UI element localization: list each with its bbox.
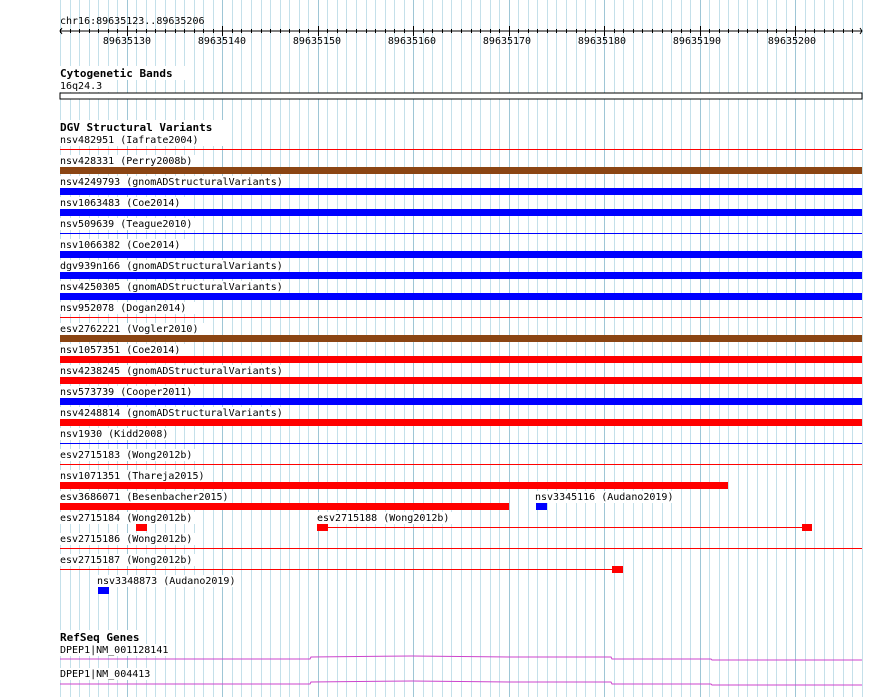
dgv-track-title: DGV Structural Variants xyxy=(60,121,213,134)
ruler-tick-label: 89635130 xyxy=(102,36,152,47)
ruler-tick-label: 89635160 xyxy=(387,36,437,47)
dgv-feature-label: nsv482951 (Iafrate2004) xyxy=(60,135,199,146)
dgv-feature-bar[interactable] xyxy=(136,524,147,531)
dgv-feature-block[interactable] xyxy=(802,524,812,531)
gene-feature[interactable] xyxy=(59,644,862,660)
dgv-feature-label: nsv1063483 (Coe2014) xyxy=(60,198,181,209)
cytoband-bar[interactable] xyxy=(60,93,862,99)
dgv-feature-bar[interactable] xyxy=(60,398,862,405)
dgv-feature[interactable] xyxy=(59,218,862,234)
dgv-feature[interactable] xyxy=(59,239,862,258)
dgv-feature-block[interactable] xyxy=(612,566,623,573)
ruler-tick-label: 89635180 xyxy=(577,36,627,47)
gene-feature[interactable] xyxy=(59,668,862,685)
ruler-tick-label: 89635140 xyxy=(197,36,247,47)
dgv-feature-label: nsv509639 (Teague2010) xyxy=(60,219,193,230)
dgv-feature-bar[interactable] xyxy=(60,209,862,216)
dgv-feature-bar[interactable] xyxy=(60,377,862,384)
dgv-feature[interactable] xyxy=(59,281,862,300)
dgv-feature[interactable] xyxy=(59,302,862,318)
dgv-feature[interactable] xyxy=(59,449,862,465)
dgv-feature-bar[interactable] xyxy=(60,251,862,258)
dgv-feature-bar[interactable] xyxy=(60,188,862,195)
dgv-feature-label: esv2715184 (Wong2012b) xyxy=(60,513,193,524)
dgv-feature-label: nsv4248814 (gnomADStructuralVariants) xyxy=(60,408,283,419)
gene-label: DPEP1|NM_004413 xyxy=(60,669,151,680)
dgv-feature[interactable] xyxy=(59,197,862,216)
gene-label: DPEP1|NM_001128141 xyxy=(60,645,169,656)
dgv-feature[interactable] xyxy=(59,428,862,444)
dgv-feature[interactable] xyxy=(59,344,862,363)
dgv-track[interactable] xyxy=(59,120,862,594)
dgv-feature[interactable] xyxy=(59,554,623,573)
dgv-feature[interactable] xyxy=(59,491,509,510)
dgv-feature-bar[interactable] xyxy=(60,503,509,510)
dgv-feature-label: nsv1930 (Kidd2008) xyxy=(60,429,169,440)
cytoband-label: 16q24.3 xyxy=(60,81,103,92)
dgv-feature-label: esv2715187 (Wong2012b) xyxy=(60,555,193,566)
dgv-feature[interactable] xyxy=(59,365,862,384)
dgv-feature-label: nsv573739 (Cooper2011) xyxy=(60,387,193,398)
dgv-feature-label: nsv4250305 (gnomADStructuralVariants) xyxy=(60,282,283,293)
dgv-feature-label: esv2762221 (Vogler2010) xyxy=(60,324,199,335)
dgv-feature[interactable] xyxy=(59,176,862,195)
dgv-feature-bar[interactable] xyxy=(60,335,862,342)
dgv-feature-label: nsv3345116 (Audano2019) xyxy=(535,492,674,503)
location-label: chr16:89635123..89635206 xyxy=(60,16,205,27)
ruler-tick-label: 89635150 xyxy=(292,36,342,47)
dgv-feature[interactable] xyxy=(59,470,728,489)
dgv-feature-label: nsv1057351 (Coe2014) xyxy=(60,345,181,356)
dgv-feature[interactable] xyxy=(59,155,862,174)
dgv-feature[interactable] xyxy=(59,134,862,150)
dgv-feature-label: nsv3348873 (Audano2019) xyxy=(97,576,236,587)
dgv-feature-label: nsv952078 (Dogan2014) xyxy=(60,303,187,314)
dgv-feature-label: esv3686071 (Besenbacher2015) xyxy=(60,492,229,503)
dgv-feature-label: dgv939n166 (gnomADStructuralVariants) xyxy=(60,261,283,272)
refseq-track-title: RefSeq Genes xyxy=(60,631,140,644)
refseq-track[interactable] xyxy=(59,630,862,685)
dgv-feature[interactable] xyxy=(59,407,862,426)
dgv-feature-bar[interactable] xyxy=(536,503,547,510)
dgv-feature[interactable] xyxy=(59,323,862,342)
dgv-feature-label: nsv1071351 (Thareja2015) xyxy=(60,471,205,482)
dgv-feature[interactable] xyxy=(316,512,812,531)
dgv-feature-label: nsv428331 (Perry2008b) xyxy=(60,156,193,167)
dgv-feature-bar[interactable] xyxy=(60,272,862,279)
ruler-tick-labels xyxy=(103,36,816,47)
dgv-feature-label: nsv1066382 (Coe2014) xyxy=(60,240,181,251)
ruler-tick-label: 89635200 xyxy=(767,36,817,47)
dgv-feature-label: esv2715186 (Wong2012b) xyxy=(60,534,193,545)
dgv-feature[interactable] xyxy=(59,386,862,405)
dgv-feature-label: nsv4249793 (gnomADStructuralVariants) xyxy=(60,177,283,188)
dgv-feature-label: esv2715188 (Wong2012b) xyxy=(317,513,450,524)
dgv-feature-block[interactable] xyxy=(317,524,328,531)
cytoband-track[interactable] xyxy=(59,66,862,99)
dgv-feature-bar[interactable] xyxy=(60,293,862,300)
dgv-feature[interactable] xyxy=(59,260,862,279)
ruler-tick-label: 89635170 xyxy=(482,36,532,47)
dgv-feature-bar[interactable] xyxy=(60,419,862,426)
cytoband-track-title: Cytogenetic Bands xyxy=(60,67,173,80)
ruler-tick-label: 89635190 xyxy=(672,36,722,47)
dgv-feature-bar[interactable] xyxy=(60,167,862,174)
dgv-feature-bar[interactable] xyxy=(60,482,728,489)
dgv-feature-label: nsv4238245 (gnomADStructuralVariants) xyxy=(60,366,283,377)
dgv-feature[interactable] xyxy=(59,533,862,549)
dgv-feature-label: esv2715183 (Wong2012b) xyxy=(60,450,193,461)
dgv-feature-bar[interactable] xyxy=(98,587,109,594)
dgv-feature-bar[interactable] xyxy=(60,356,862,363)
